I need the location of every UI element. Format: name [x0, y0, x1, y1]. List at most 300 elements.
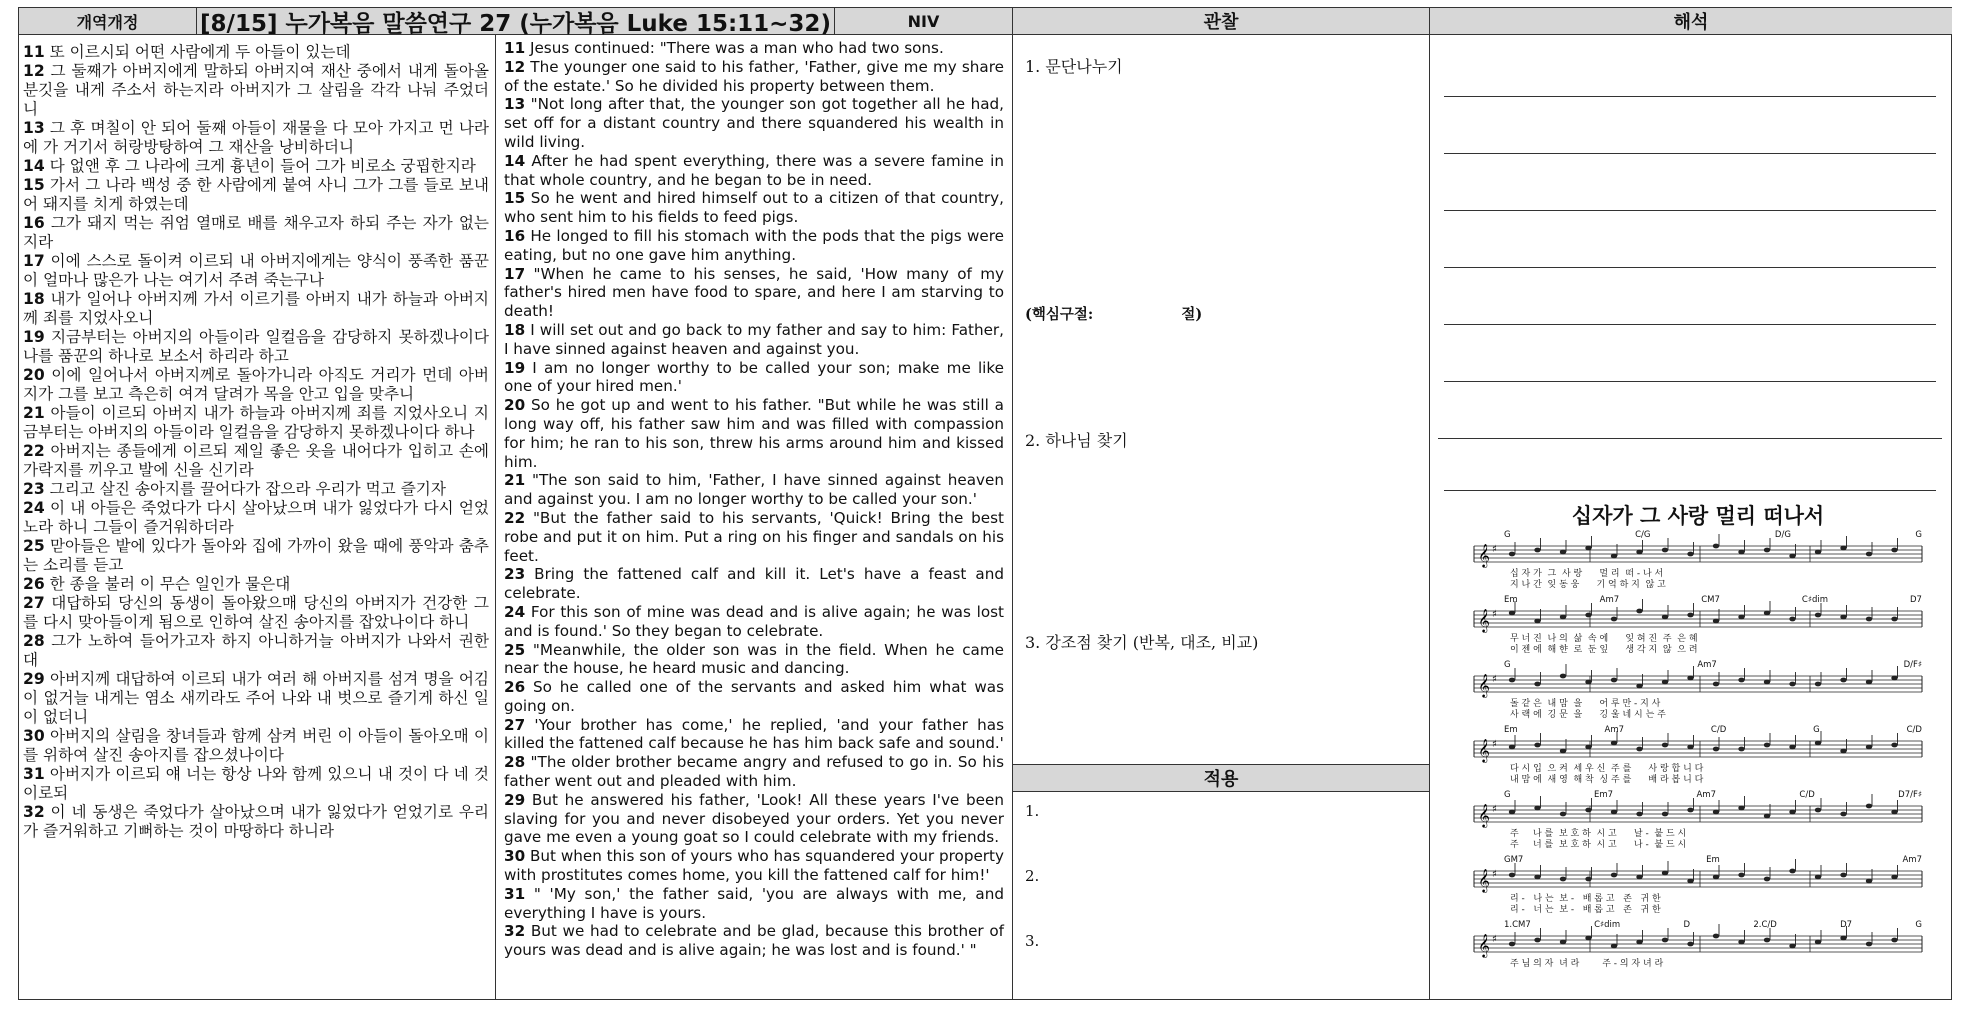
note-head — [1891, 938, 1897, 943]
verse — [23, 442, 489, 480]
verse — [23, 765, 489, 803]
note-head — [1585, 613, 1591, 618]
note-head — [1815, 875, 1821, 880]
chord-label: C/D — [1799, 790, 1815, 800]
treble-clef-icon: 𝄞 — [1478, 803, 1490, 827]
verse-text: 아버지께 대답하여 이르되 내가 여러 해 아버지를 섬겨 명을 어김이 없거늘 내게는 염소 새끼라도 주어 나와 내 벗으로 즐기게 하신 일이 없더니 — [23, 670, 489, 726]
verse-text: "The older brother became angry and refused to go in. So his father went out and pleaded with him. — [504, 753, 1004, 791]
treble-clef-icon: 𝄞 — [1478, 608, 1490, 632]
verse-text: So he went and hired himself out to a citizen of that country, who sent him to his fields to feed pigs. — [504, 189, 1004, 227]
note-head — [1738, 873, 1744, 878]
verse-number: 20 — [504, 396, 526, 415]
verse — [23, 670, 489, 727]
note-head — [1585, 808, 1591, 813]
verse-text: 그가 노하여 들어가고자 하지 아니하거늘 아버지가 나와서 권한대 — [23, 632, 489, 669]
note-head — [1840, 615, 1846, 620]
verse-text: 또 이르시되 어떤 사람에게 두 아들이 있는데 — [44, 43, 351, 61]
verse-text: But when this son of yours who has squandered your property with prostitutes comes home, you kill the fattened calf for him!' — [504, 847, 1004, 885]
note-head — [1687, 552, 1693, 557]
chord-label: D7 — [1910, 595, 1922, 605]
chord-label: C/D — [1906, 725, 1922, 735]
note-head — [1891, 743, 1897, 748]
treble-clef-icon: 𝄞 — [1478, 543, 1490, 567]
chord-label: D — [1683, 920, 1691, 930]
verse — [23, 727, 489, 765]
chord-label: 1.CM7 — [1504, 920, 1531, 930]
lyric-line: 사 랙 에 깅 문 을 깅 울 네 시 는 주 — [1510, 710, 1666, 720]
note-head — [1534, 806, 1540, 811]
note-head — [1840, 678, 1846, 683]
chord-row — [1504, 920, 1922, 930]
verse-text: Bring the fattened calf and kill it. Let's have a feast and celebrate. — [504, 565, 1004, 603]
key-signature-icon: ♯ — [1492, 804, 1497, 815]
chord-label: Am7 — [1697, 660, 1717, 670]
lyric-line: 주 너 를 보 호 하 시 고 나 - 붙 드 시 — [1510, 840, 1687, 850]
verse-number: 26 — [504, 678, 526, 697]
note-head — [1891, 548, 1897, 553]
note-head — [1815, 550, 1821, 555]
verse-number: 30 — [504, 847, 526, 866]
note-head — [1789, 944, 1795, 949]
verse-number: 17 — [504, 264, 526, 283]
interpretation-header: 해석 — [1430, 8, 1952, 35]
note-head — [1866, 617, 1872, 622]
note-head — [1789, 810, 1795, 815]
verse-text: 아버지는 종들에게 이르되 제일 좋은 옷을 내어다가 입히고 손에 가락지를 끼우고 발에 신을 신기라 — [23, 442, 489, 479]
note-head — [1560, 877, 1566, 882]
note-head — [1560, 674, 1566, 679]
verse — [504, 396, 1004, 471]
verse-text: "Meanwhile, the older son was in the field. When he came near the house, he heard music and dancing. — [504, 640, 1004, 678]
treble-clef-icon: 𝄞 — [1478, 738, 1490, 762]
note-head — [1738, 678, 1744, 683]
verse-number: 12 — [504, 57, 526, 76]
chord-label: 2.C/D — [1753, 920, 1777, 930]
observation-item-3: 3. 강조점 찾기 (반복, 대조, 비교) — [1025, 633, 1259, 652]
chord-label: C/D — [1710, 725, 1727, 735]
verse-text: 아버지의 살림을 창녀들과 함께 삼켜 버린 이 아들이 돌아오매 이를 위하여 살진 송아지를 잡으셨나이다 — [23, 727, 489, 764]
verse-number: 18 — [23, 290, 45, 308]
chord-label: G — [1915, 530, 1922, 540]
verse-number: 23 — [23, 480, 45, 498]
verse-number: 15 — [23, 176, 45, 194]
music-system — [1470, 662, 1926, 727]
treble-clef-icon: 𝄞 — [1478, 868, 1490, 892]
note-head — [1611, 741, 1617, 746]
note-head — [1815, 808, 1821, 813]
verse-number: 30 — [23, 727, 45, 745]
note-head — [1509, 873, 1515, 878]
lyric-line: 무 너 진 나 의 삶 속 에 잊 혀 진 주 은 혜 — [1510, 634, 1698, 644]
verse-number: 19 — [504, 358, 526, 377]
korean-verses — [19, 35, 496, 999]
note-head — [1687, 942, 1693, 947]
key-signature-icon: ♯ — [1492, 934, 1497, 945]
verse — [23, 43, 489, 62]
observation-header: 관찰 — [1013, 8, 1430, 35]
chord-label: Em — [1504, 595, 1518, 605]
note-head — [1891, 810, 1897, 815]
study-sheet — [18, 7, 1952, 1000]
verse — [23, 119, 489, 157]
verse-text: " 'My son,' the father said, 'you are always with me, and everything I have is yours. — [504, 884, 1004, 922]
verse-text: I am no longer worthy to be called your son; make me like one of your hired men.' — [504, 358, 1004, 396]
verse — [23, 803, 489, 841]
writing-line — [1438, 438, 1942, 439]
note-head — [1560, 940, 1566, 945]
lyric-line: 지 나 간 잊 동 웅 기 억 하 지 않 고 — [1510, 580, 1666, 590]
chord-label: C♯dim — [1594, 920, 1621, 930]
note-head — [1662, 743, 1668, 748]
treble-clef-icon: 𝄞 — [1478, 673, 1490, 697]
verse-text: Jesus continued: "There was a man who had two sons. — [525, 39, 944, 57]
writing-line — [1444, 381, 1936, 382]
music-system — [1470, 857, 1926, 922]
verse-text: 아들이 이르되 아버지 내가 하늘과 아버지께 죄를 지었사오니 지금부터는 아버지의 아들이라 일컬음을 감당하지 못하겠나이다 하나 — [23, 404, 489, 441]
chord-label: D/F♯ — [1903, 660, 1922, 670]
lyric-line: 리 - 나 는 보 - 배 롭 고 존 귀 한 — [1510, 894, 1661, 904]
verse — [504, 321, 1004, 359]
niv-verses — [496, 35, 1013, 999]
verse — [23, 480, 489, 499]
note-head — [1789, 745, 1795, 750]
note-head — [1662, 548, 1668, 553]
verse — [23, 252, 489, 290]
note-head — [1840, 812, 1846, 817]
verse-number: 21 — [23, 404, 45, 422]
note-head — [1713, 810, 1719, 815]
verse-number: 18 — [504, 320, 526, 339]
writing-line — [1444, 490, 1936, 491]
note-head — [1509, 810, 1515, 815]
note-head — [1636, 609, 1642, 614]
verse — [504, 678, 1004, 716]
note-head — [1662, 680, 1668, 685]
chord-label: C/G — [1635, 530, 1651, 540]
note-head — [1534, 619, 1540, 624]
verse-text: 그가 돼지 먹는 쥐엄 열매로 배를 채우고자 하되 주는 자가 없는지라 — [23, 214, 489, 251]
verse-text: 그리고 살진 송아지를 끌어다가 잡으라 우리가 먹고 즐기자 — [44, 480, 446, 498]
verse-number: 19 — [23, 328, 45, 346]
observation-item-2: 2. 하나님 찾기 — [1025, 431, 1128, 450]
verse-text: The younger one said to his father, 'Father, give me my share of the estate.' So he divided his property between them. — [504, 57, 1004, 95]
note-head — [1713, 875, 1719, 880]
note-head — [1687, 676, 1693, 681]
note-head — [1687, 808, 1693, 813]
verse-number: 11 — [23, 43, 45, 61]
chord-row — [1504, 595, 1922, 605]
chord-label: CM7 — [1701, 595, 1720, 605]
note-head — [1534, 682, 1540, 687]
verse-number: 12 — [23, 62, 45, 80]
verse-number: 17 — [23, 252, 45, 270]
verse-number: 25 — [23, 537, 45, 555]
verse — [504, 922, 1004, 960]
verse-text: But he answered his father, 'Look! All these years I've been slaving for you and never disobeyed your orders. Yet you never gave me even a young goat so I could celebrate with my friends. — [504, 790, 1004, 847]
verse — [23, 157, 489, 176]
verse-number: 27 — [23, 594, 45, 612]
verse-number: 11 — [504, 39, 526, 57]
key-signature-icon: ♯ — [1492, 739, 1497, 750]
verse-text: 이에 일어나서 아버지께로 돌아가니라 아직도 거리가 먼데 아버지가 그를 보고 측은히 여겨 달려가 목을 안고 입을 맞추니 — [23, 366, 489, 403]
note-head — [1713, 619, 1719, 624]
verse — [23, 214, 489, 252]
niv-header: NIV — [835, 8, 1013, 35]
verse — [504, 152, 1004, 190]
note-head — [1611, 678, 1617, 683]
verse-text: 그 후 며칠이 안 되어 둘째 아들이 재물을 다 모아 가지고 먼 나라에 가 거기서 허랑방탕하여 그 재산을 낭비하더니 — [23, 119, 489, 156]
application-item-2: 2. — [1025, 867, 1040, 885]
verse-number: 14 — [504, 151, 526, 170]
chord-label: G — [1504, 790, 1511, 800]
note-head — [1764, 877, 1770, 882]
writing-line — [1444, 210, 1936, 211]
chord-row — [1504, 660, 1922, 670]
verse-text: 한 종을 불러 이 무슨 일인가 물은대 — [44, 575, 291, 593]
note-head — [1534, 875, 1540, 880]
note-head — [1840, 749, 1846, 754]
verse-number: 13 — [504, 95, 526, 114]
verse-number: 13 — [23, 119, 45, 137]
verse — [504, 189, 1004, 227]
verse-number: 14 — [23, 157, 45, 175]
note-head — [1611, 944, 1617, 949]
note-head — [1636, 747, 1642, 752]
verse — [504, 509, 1004, 565]
verse — [504, 227, 1004, 265]
note-head — [1662, 812, 1668, 817]
page-title: [8/15] 누가복음 말씀연구 27 (누가복음 Luke 15:11~32) — [197, 8, 835, 35]
note-head — [1764, 814, 1770, 819]
verse-number: 29 — [23, 670, 45, 688]
note-head — [1687, 879, 1693, 884]
chord-label: G — [1504, 660, 1511, 670]
key-signature-icon: ♯ — [1492, 674, 1497, 685]
note-head — [1611, 554, 1617, 559]
verse — [23, 632, 489, 670]
core-verse-label: (핵심구절: — [1025, 306, 1094, 323]
note-head — [1534, 743, 1540, 748]
note-head — [1866, 879, 1872, 884]
note-head — [1866, 804, 1872, 809]
verse — [504, 265, 1004, 321]
note-head — [1611, 810, 1617, 815]
note-head — [1789, 554, 1795, 559]
verse-text: 내가 일어나 아버지께 가서 이르기를 아버지 내가 하늘과 아버지께 죄를 지었사오니 — [23, 290, 489, 327]
chord-label: Em — [1706, 855, 1720, 865]
verse-text: 맏아들은 밭에 있다가 돌아와 집에 가까이 왔을 때에 풍악과 춤추는 소리를 듣고 — [23, 537, 489, 574]
verse-text: I will set out and go back to my father and say to him: Father, I have sinned against heaven and against you. — [504, 320, 1004, 358]
verse-number: 25 — [504, 640, 526, 659]
verse-number: 24 — [504, 602, 526, 621]
verse — [504, 847, 1004, 885]
chord-label: GM7 — [1504, 855, 1524, 865]
application-header: 적용 — [1013, 764, 1429, 792]
lyric-line: 주 님 의 자 녀 라 주 - 의 자 녀 라 — [1510, 959, 1664, 969]
note-head — [1764, 611, 1770, 616]
chord-label: Am7 — [1902, 855, 1922, 865]
verse-number: 22 — [23, 442, 45, 460]
music-system — [1470, 532, 1926, 597]
note-head — [1662, 615, 1668, 620]
writing-line — [1444, 96, 1936, 97]
verse — [504, 603, 1004, 641]
verse — [504, 359, 1004, 397]
verse — [504, 753, 1004, 791]
chord-label: Am7 — [1696, 790, 1716, 800]
verse-text: 'Your brother has come,' he replied, 'and your father has killed the fattened calf because he has him back safe and sound.' — [504, 715, 1004, 753]
verse — [23, 328, 489, 366]
note-head — [1611, 617, 1617, 622]
note-head — [1585, 877, 1591, 882]
chord-label: D/G — [1774, 530, 1791, 540]
verse-number: 29 — [504, 790, 526, 809]
note-head — [1560, 812, 1566, 817]
verse-number: 23 — [504, 565, 526, 584]
note-head — [1636, 684, 1642, 689]
verse — [504, 716, 1004, 754]
note-head — [1585, 745, 1591, 750]
music-system — [1470, 727, 1926, 792]
verse — [504, 95, 1004, 151]
verse-number: 32 — [504, 922, 526, 941]
verse — [504, 565, 1004, 603]
verse — [23, 537, 489, 575]
note-head — [1764, 548, 1770, 553]
verse-text: 아버지가 이르되 얘 너는 항상 나와 함께 있으니 내 것이 다 네 것이로되 — [23, 765, 489, 802]
note-head — [1738, 615, 1744, 620]
verse-text: So he got up and went to his father. "But while he was still a long way off, his father saw him and was filled with compassion for him; he ran to his son, threw his arms around him and kissed him. — [504, 396, 1004, 471]
lyric-line: 내 맘 에 새 영 해 착 싱 주 를 배 라 봅 니 다 — [1510, 775, 1704, 785]
note-head — [1713, 934, 1719, 939]
lyric-line: 주 나 를 보 호 하 시 고 날 - 붙 드 시 — [1510, 829, 1687, 839]
note-head — [1789, 617, 1795, 622]
verse — [23, 366, 489, 404]
verse — [23, 499, 489, 537]
chord-label: Em7 — [1594, 790, 1614, 800]
key-signature-icon: ♯ — [1492, 609, 1497, 620]
verse — [504, 39, 1004, 58]
note-head — [1713, 544, 1719, 549]
verse-number: 22 — [504, 508, 526, 527]
verse-text: 그 둘째가 아버지에게 말하되 아버지여 재산 중에서 내게 돌아올 분깃을 내게 주소서 하는지라 아버지가 그 살림을 각각 나눠 주었더니 — [23, 62, 489, 118]
verse-number: 32 — [23, 803, 45, 821]
note-head — [1866, 680, 1872, 685]
verse-text: But we had to celebrate and be glad, because this brother of yours was dead and is alive again; he was lost and is found.' " — [504, 922, 1004, 960]
note-head — [1866, 552, 1872, 557]
verse-number: 31 — [23, 765, 45, 783]
song-sheet — [1470, 500, 1926, 995]
observation-column — [1013, 35, 1430, 999]
note-head — [1662, 938, 1668, 943]
note-head — [1636, 875, 1642, 880]
note-head — [1636, 550, 1642, 555]
interpretation-column — [1430, 35, 1952, 999]
chord-row — [1504, 725, 1922, 735]
note-head — [1560, 615, 1566, 620]
note-head — [1687, 745, 1693, 750]
chord-row — [1504, 530, 1922, 540]
note-head — [1738, 550, 1744, 555]
key-signature-icon: ♯ — [1492, 544, 1497, 555]
note-head — [1662, 871, 1668, 876]
chord-label: G — [1813, 725, 1820, 735]
verse-text: 지금부터는 아버지의 아들이라 일컬음을 감당하지 못하겠나이다 나를 품꾼의 하나로 보소서 하리라 하고 — [23, 328, 489, 365]
note-head — [1764, 743, 1770, 748]
verse — [504, 641, 1004, 679]
note-head — [1534, 938, 1540, 943]
note-head — [1738, 747, 1744, 752]
verse-text: 이 네 동생은 죽었다가 살아났으며 내가 잃었다가 얻었기로 우리가 즐거워하고 기뻐하는 것이 마땅하다 하니라 — [23, 803, 489, 840]
verse-number: 28 — [504, 753, 526, 772]
verse-text: So he called one of the servants and asked him what was going on. — [504, 678, 1004, 715]
note-head — [1509, 678, 1515, 683]
chord-label: Am7 — [1599, 595, 1620, 605]
verse — [504, 791, 1004, 847]
music-system — [1470, 597, 1926, 662]
note-head — [1687, 613, 1693, 618]
chord-label: D7/F♯ — [1898, 790, 1922, 800]
korean-version-header: 개역개정 — [19, 8, 197, 35]
writing-line — [1444, 153, 1936, 154]
observation-item-1: 1. 문단나누기 — [1025, 57, 1123, 76]
note-head — [1866, 942, 1872, 947]
note-head — [1866, 745, 1872, 750]
verse-number: 21 — [504, 471, 526, 490]
note-head — [1789, 869, 1795, 874]
note-head — [1509, 611, 1515, 616]
lyric-line: 돌 같 은 내 맘 을 어 루 만 - 지 사 — [1510, 699, 1661, 709]
core-verse-suffix: 절) — [1181, 306, 1203, 323]
lyric-line: 이 젠 에 해 햔 로 둔 잎 생 각 지 않 으 려 — [1510, 645, 1698, 655]
verse — [504, 471, 1004, 509]
verse-number: 28 — [23, 632, 45, 650]
note-head — [1738, 806, 1744, 811]
verse-number: 26 — [23, 575, 45, 593]
note-head — [1815, 741, 1821, 746]
verse — [504, 58, 1004, 96]
lyric-line: 다 시 입 으 켜 세 우 신 주 를 사 랑 합 니 다 — [1510, 764, 1704, 774]
verse — [23, 594, 489, 632]
verse-text: 가서 그 나라 백성 중 한 사람에게 붙여 사니 그가 그를 들로 보내어 돼지를 치게 하였는데 — [23, 176, 489, 213]
note-head — [1815, 682, 1821, 687]
note-head — [1611, 873, 1617, 878]
note-head — [1891, 875, 1897, 880]
note-head — [1509, 942, 1515, 947]
note-head — [1738, 940, 1744, 945]
verse — [23, 575, 489, 594]
note-head — [1585, 680, 1591, 685]
writing-line — [1444, 324, 1936, 325]
verse-text: 다 없앤 후 그 나라에 크게 흉년이 들어 그가 비로소 궁핍한지라 — [44, 157, 476, 175]
verse — [504, 885, 1004, 923]
note-head — [1560, 749, 1566, 754]
verse-text: He longed to fill his stomach with the pods that the pigs were eating, but no one gave him anything. — [504, 226, 1004, 264]
note-head — [1636, 812, 1642, 817]
lyric-line: 리 - 너 는 보 - 배 롭 고 존 귀 한 — [1510, 905, 1661, 915]
music-staff — [1470, 922, 1926, 987]
verse-text: 이 내 아들은 죽었다가 다시 살아났으며 내가 잃었다가 다시 얻었노라 하니 그들이 즐거워하더라 — [23, 499, 489, 536]
note-head — [1815, 613, 1821, 618]
verse-text: 이에 스스로 돌이켜 이르되 내 아버지에게는 양식이 풍족한 품꾼이 얼마나 많은가 나는 여기서 주려 죽는구나 — [23, 252, 489, 289]
note-head — [1585, 936, 1591, 941]
note-head — [1713, 682, 1719, 687]
verse-number: 24 — [23, 499, 45, 517]
verse-text: After he had spent everything, there was a severe famine in that whole country, and he began to be in need. — [504, 151, 1004, 189]
core-verse-field — [1025, 303, 1202, 324]
note-head — [1509, 745, 1515, 750]
verse — [23, 62, 489, 119]
